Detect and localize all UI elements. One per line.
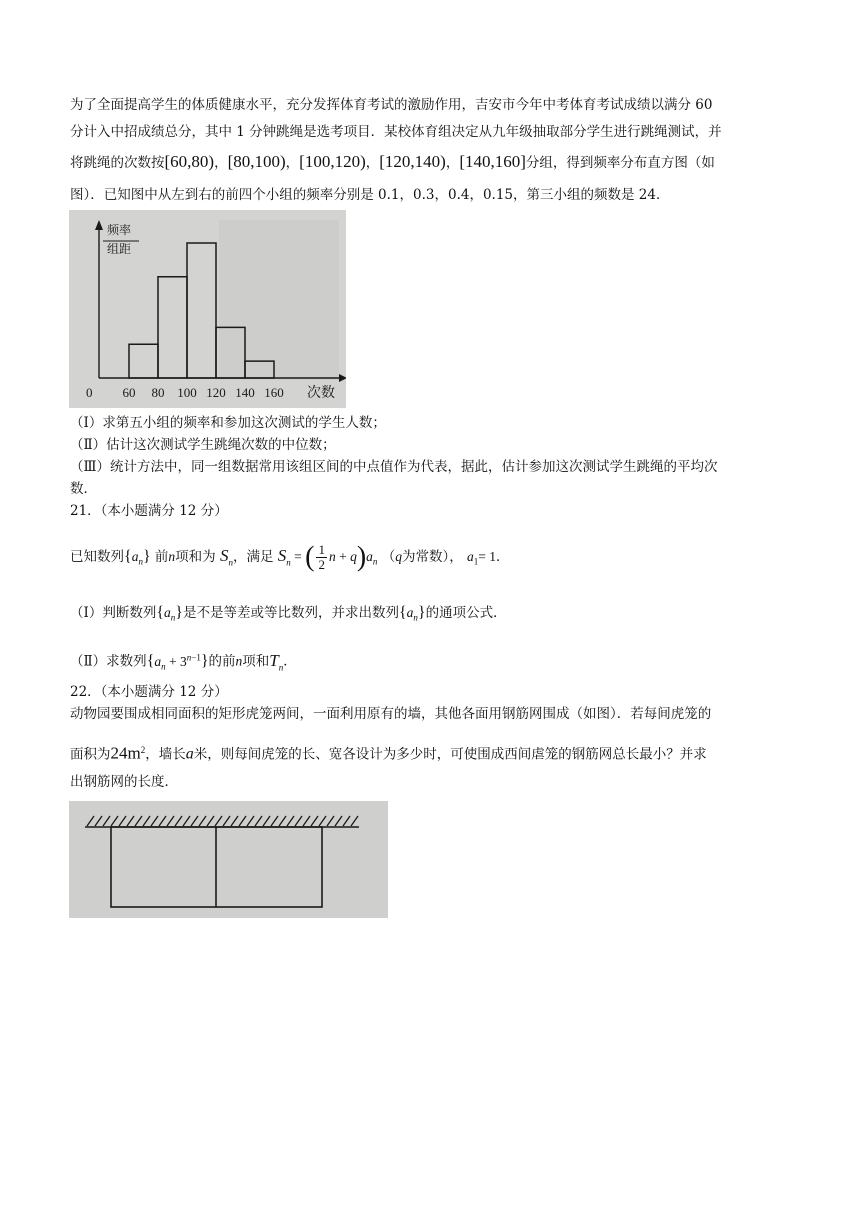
q20-part-2: （Ⅱ）估计这次测试学生跳绳次数的中位数； [70,437,336,453]
q20-part-3a: （Ⅲ）统计方法中，同一组数据常用该组区间的中点值作为代表，据此，估计参加这次测试学生跳绳的平均次 [70,459,718,475]
cage-diagram [69,801,388,918]
y-label-top: 频率 [107,223,132,237]
y-label-bottom: 组距 [107,242,132,256]
x-tick-label: 120 [206,385,226,400]
q20-part-3b: 数． [70,481,97,497]
q22-header: 22．（本小题满分 12 分） [70,684,228,700]
intro-line-4: 图）．已知图中从左到右的前四个小组的频率分别是 0.1，0.3，0.4，0.15，第三小组的频数是 24． [70,187,670,203]
q22-line-1: 动物园要围成相同面积的矩形虎笼两间，一面利用原有的墙，其他各面用钢筋网围成（如图）．若每间虎笼的 [70,706,712,722]
q21-part-1: （Ⅰ）判断数列$\{a_n\}$是不是等差或等比数列，并求出数列$\{a_n\}$的通项公式． [70,604,507,623]
x-tick-label: 60 [122,385,136,400]
x-tick-label: 100 [177,385,197,400]
interval-5: [140,160] [459,152,526,171]
q22-line-2: 面积为$24m^2$，墙长a米，则每间虎笼的长、宽各设计为多少时，可使围成西间虐笼的钢筋网总长最小？并求 [70,743,707,763]
x-tick-label: 140 [235,385,255,400]
intro-line-2: 分计入中招成绩总分，其中 1 分钟跳绳是选考项目．某校体育组决定从九年级抽取部分学生进行跳绳测试，并 [70,124,722,140]
x-tick-label: 160 [264,385,284,400]
x-tick-label: 80 [151,385,165,400]
q22-line-3: 出钢筋网的长度． [70,774,178,790]
intro-line-3: 将跳绳的次数按[60,80)，[80,100)，[100,120)，[120,140)，[140,160]分组，得到频率分布直方图（如 [70,152,715,171]
q21-stem: 已知数列$\{a_n\}$ 前n项和为 $S_n$，满足 $S_n$ = ( $\frac{1}{2}$ $n + q)a_n$ （q为常数）， $a_1= 1$． [70,541,510,573]
q21-part-2: （Ⅱ）求数列$\{a_n + 3^{n-1}\}$的前n项和$T_n$． [70,650,297,672]
x-axis-label: 次数 [307,385,335,401]
cage-photo [69,801,388,918]
q20-part-1: （Ⅰ）求第五小组的频率和参加这次测试的学生人数； [70,415,386,431]
histogram-photo [69,210,346,408]
interval-2: [80,100) [227,152,286,171]
intro-line-1: 为了全面提高学生的体质健康水平，充分发挥体育考试的激励作用，吉安市今年中考体育考试成绩以满分 60 [70,97,713,113]
q21-header: 21．（本小题满分 12 分） [70,503,228,519]
interval-3: [100,120) [299,152,366,171]
interval-4: [120,140) [379,152,446,171]
interval-1: [60,80) [164,152,215,171]
origin-label: 0 [86,385,93,400]
fraction-half: $\frac{1}{2}$ [318,542,325,572]
histogram-chart [69,210,346,408]
